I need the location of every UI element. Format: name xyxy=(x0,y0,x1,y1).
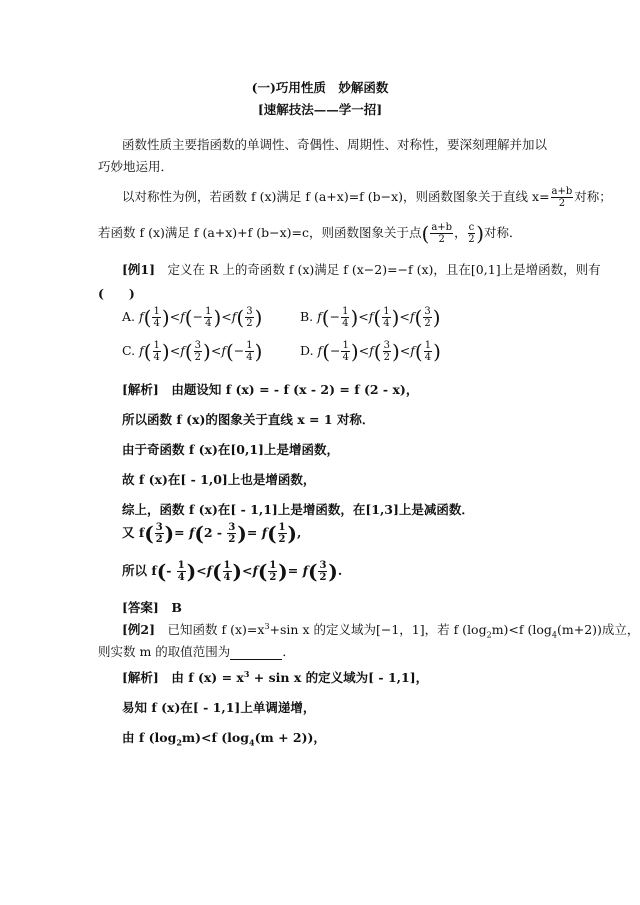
solution1-line6: 又 f( $\frac{3}{2}$ )= f(2 - $\frac{3}{2}$ )= f( $\frac{1}{2}$ ), xyxy=(122,521,302,546)
example1-paren: ( ) xyxy=(98,286,135,301)
answer-blank[interactable] xyxy=(230,647,282,660)
answer1: [答案] B xyxy=(122,600,182,615)
option-d: D. f(− $\frac{1}{4}$ )<f( $\frac{3}{2}$ )<f( $\frac{1}{4}$ ) xyxy=(300,339,441,364)
option-a: A. f( $\frac{1}{4}$ )<f(− $\frac{1}{4}$ )<f( $\frac{3}{2}$ ) xyxy=(122,305,263,330)
solution1-line7: 所以 f(- $\frac{1}{4}$ )<f( $\frac{1}{4}$ )<f( $\frac{1}{2}$ )= f( $\frac{3}{2}$ ). xyxy=(122,559,343,584)
symmetry-line: 以对称性为例，若函数 f (x)满足 f (a+x)=f (b−x)，则函数图象关于直线 x= $\frac{a+b}{2}$ 对称； xyxy=(122,186,612,209)
example2-question: [例2] 已知函数 f $(x)=x^3+\sin$ x 的定义域为[−1，1]，若 f $(\log_2m)<f$ $(\log_4(m+2))$成立， xyxy=(122,621,640,640)
symmetry-point-line: 若函数 f (x)满足 f (a+x)+f (b−x)=c，则函数图象关于点( $\frac{a+b}{2}$ ， $\frac{c}{2}$ )对称． xyxy=(98,221,522,246)
intro-paragraph: 函数性质主要指函数的单调性、奇偶性、周期性、对称性，要深刻理解并加以巧妙地运用． xyxy=(98,137,548,174)
option-c: C. f( $\frac{1}{4}$ )<f( $\frac{3}{2}$ )<f(− $\frac{1}{4}$ ) xyxy=(122,339,263,364)
option-b: B. f(− $\frac{1}{4}$ )<f( $\frac{1}{4}$ )<f( $\frac{3}{2}$ ) xyxy=(300,305,441,330)
section-subtitle: [速解技法——学一招] xyxy=(257,102,383,117)
solution1-line5: 综上，函数 f (x)在[ - 1,1]上是增函数，在[1,3]上是减函数． xyxy=(122,502,474,517)
solution1-line3: 由于奇函数 f (x)在[0,1]上是增函数， xyxy=(122,442,339,457)
solution1-line1: [解析] 由题设知 f (x) = - f (x - 2) = f (2 - x)， xyxy=(122,382,419,397)
solution2-line2: 易知 f (x)在[ - 1,1]上单调递增， xyxy=(122,700,316,715)
solution1-line2: 所以函数 f (x)的图象关于直线 x = 1 对称． xyxy=(122,412,375,427)
example2-question-line2: 则实数 m 的取值范围为 ． xyxy=(98,644,295,659)
section-title: (一)巧用性质 妙解函数 xyxy=(251,80,389,95)
example1-question: [例1] 定义在 R 上的奇函数 f (x)满足 f (x−2)=−f (x)，且在[0,1]上是增函数，则有 xyxy=(122,262,601,277)
solution1-line4: 故 f (x)在[ - 1,0]上也是增函数， xyxy=(122,472,316,487)
solution2-line3: 由 f $(\log_2m)<f$ $(\log_4(m + 2))$， xyxy=(122,730,326,748)
solution2-line1: [解析] 由 f $(x) = x^3 + \sin x$ 的定义域为[ - 1,1]， xyxy=(122,668,429,685)
